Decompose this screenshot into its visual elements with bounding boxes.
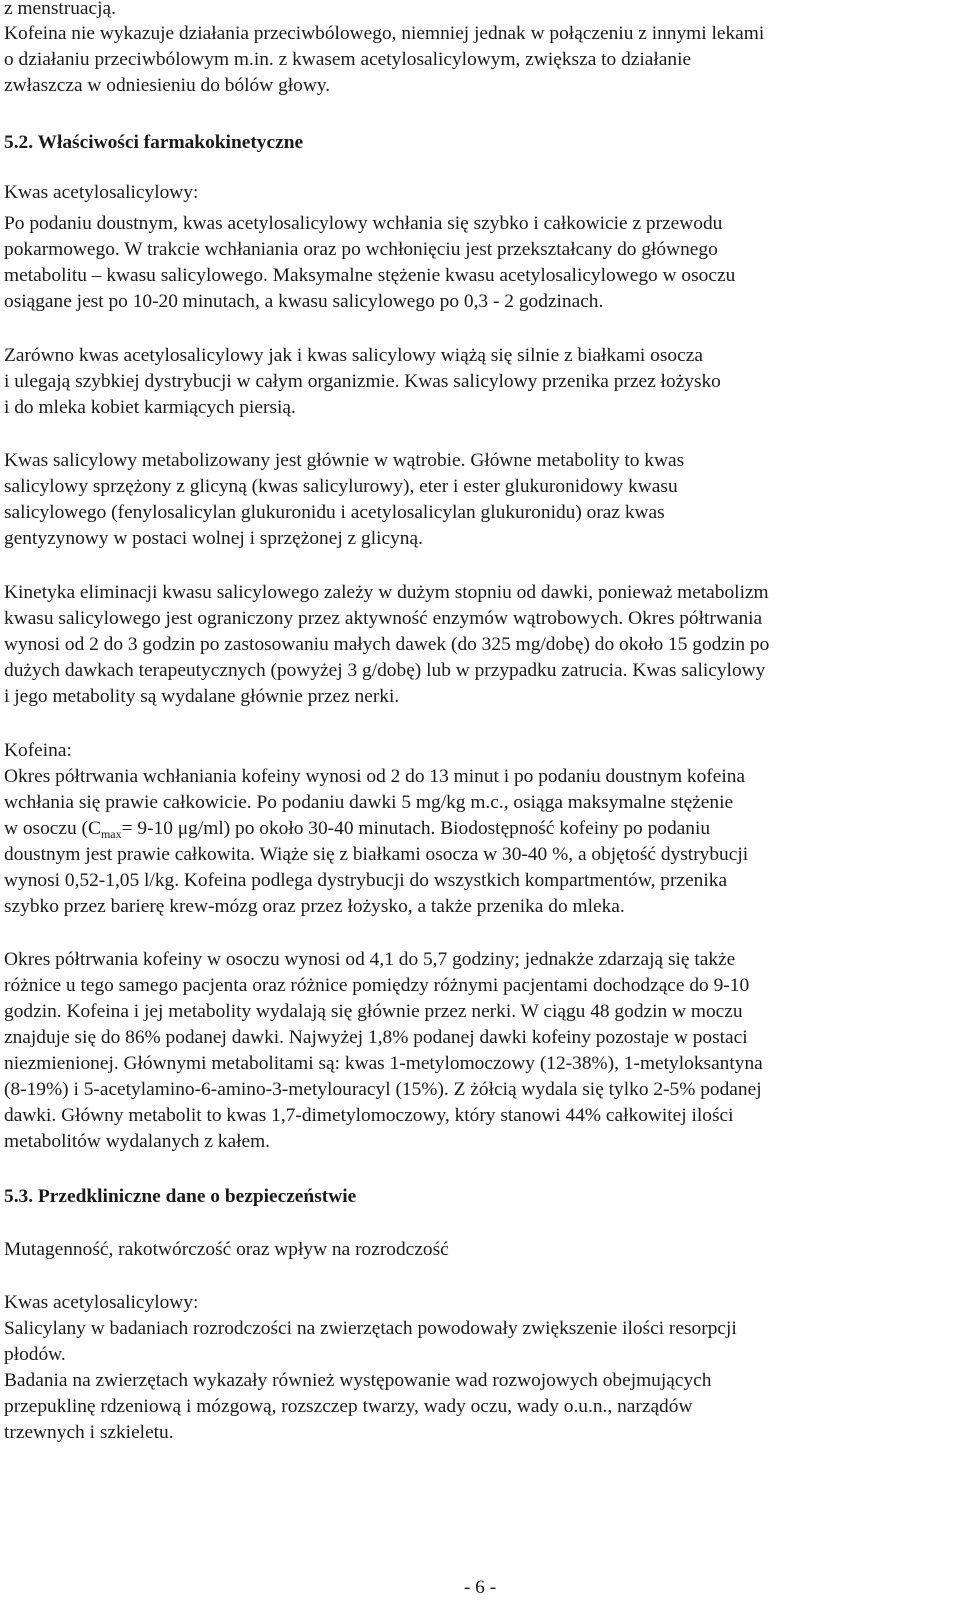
text-line: płodów. <box>4 1344 66 1365</box>
section-heading-5-2: 5.2. Właściwości farmakokinetyczne <box>4 132 304 153</box>
text-segment: = 9-10 μg/ml) po około 30-40 minutach. Biodostępność kofeiny po podaniu <box>121 818 711 839</box>
text-segment: w osoczu (C <box>4 818 101 839</box>
subheading-aspirin: Kwas acetylosalicylowy: <box>4 1292 199 1313</box>
text-line: pokarmowego. W trakcie wchłaniania oraz po wchłonięciu jest przekształcany do głównego <box>4 239 718 260</box>
text-line: godzin. Kofeina i jej metabolity wydalają się głównie przez nerki. W ciągu 48 godzin w moczu <box>4 1001 743 1022</box>
text-line: Salicylany w badaniach rozrodczości na zwierzętach powodowały zwiększenie ilości resorpcji <box>4 1318 737 1339</box>
text-line: Kwas salicylowy metabolizowany jest głównie w wątrobie. Główne metabolity to kwas <box>4 450 685 471</box>
text-line: Po podaniu doustnym, kwas acetylosalicylowy wchłania się szybko i całkowicie z przewodu <box>4 213 723 234</box>
text-line: metabolitów wydalanych z kałem. <box>4 1131 270 1152</box>
text-line: Kofeina nie wykazuje działania przeciwbólowego, niemniej jednak w połączeniu z innymi lekami <box>4 23 765 44</box>
text-line: Kinetyka eliminacji kwasu salicylowego zależy w dużym stopniu od dawki, ponieważ metabolizm <box>4 582 769 603</box>
text-line: znajduje się do 86% podanej dawki. Najwyżej 1,8% podanej dawki kofeiny pozostaje w postaci <box>4 1027 748 1048</box>
page-number: - 6 - <box>463 1577 497 1598</box>
text-line: metabolitu – kwasu salicylowego. Maksymalne stężenie kwasu acetylosalicylowego w osoczu <box>4 265 736 286</box>
text-line <box>4 816 710 843</box>
text-line: salicylowy sprzężony z glicyną (kwas salicylurowy), eter i ester glukuronidowy kwasu <box>4 476 678 497</box>
text-line: dawki. Główny metabolit to kwas 1,7-dimetylomoczowy, który stanowi 44% całkowitej ilości <box>4 1105 734 1126</box>
text-line: szybko przez barierę krew-mózg oraz przez łożysko, a także przenika do mleka. <box>4 896 625 917</box>
subheading-mutagenicity: Mutagenność, rakotwórczość oraz wpływ na rozrodczość <box>4 1239 449 1260</box>
text-line: wynosi 0,52-1,05 l/kg. Kofeina podlega dystrybucji do wszystkich kompartmentów, przenika <box>4 870 728 891</box>
text-line: różnice u tego samego pacjenta oraz różnice pomiędzy różnymi pacjentami dochodzące do 9-10 <box>4 975 750 996</box>
text-line: wynosi od 2 do 3 godzin po zastosowaniu małych dawek (do 325 mg/dobę) do około 15 godzin po <box>4 634 770 655</box>
section-heading-5-3: 5.3. Przedkliniczne dane o bezpieczeństwie <box>4 1186 357 1207</box>
text-line: gentyzynowy w postaci wolnej i sprzężonej z glicyną. <box>4 528 423 549</box>
text-line: o działaniu przeciwbólowym m.in. z kwasem acetylosalicylowym, zwiększa to działanie <box>4 49 692 70</box>
subheading-aspirin: Kwas acetylosalicylowy: <box>4 182 199 203</box>
cmax-subscript: max <box>100 827 122 841</box>
text-line: i do mleka kobiet karmiących piersią. <box>4 397 296 418</box>
text-line: Okres półtrwania wchłaniania kofeiny wynosi od 2 do 13 minut i po podaniu doustnym kofeina <box>4 766 746 787</box>
text-line: trzewnych i szkieletu. <box>4 1422 174 1443</box>
text-line: Okres półtrwania kofeiny w osoczu wynosi od 4,1 do 5,7 godziny; jednakże zdarzają się także <box>4 949 736 970</box>
text-line: i jego metabolity są wydalane głównie przez nerki. <box>4 686 400 707</box>
text-line: doustnym jest prawie całkowita. Wiąże się z białkami osocza w 30-40 %, a objętość dystrybucji <box>4 844 749 865</box>
text-line: przepuklinę rdzeniową i mózgową, rozszczep twarzy, wady oczu, wady o.u.n., narządów <box>4 1396 693 1417</box>
text-line: zwłaszcza w odniesieniu do bólów głowy. <box>4 75 331 96</box>
text-line: dużych dawkach terapeutycznych (powyżej 3 g/dobę) lub w przypadku zatrucia. Kwas salicylowy <box>4 660 766 681</box>
subheading-caffeine: Kofeina: <box>4 740 72 761</box>
text-line: Badania na zwierzętach wykazały również występowanie wad rozwojowych obejmujących <box>4 1370 712 1391</box>
text-line: (8-19%) i 5-acetylamino-6-amino-3-metylouracyl (15%). Z żółcią wydala się tylko 2-5% podanej <box>4 1079 762 1100</box>
text-line: i ulegają szybkiej dystrybucji w całym organizmie. Kwas salicylowy przenika przez łożysko <box>4 371 721 392</box>
text-line: kwasu salicylowego jest ograniczony przez aktywność enzymów wątrobowych. Okres półtrwania <box>4 608 763 629</box>
text-line: wchłania się prawie całkowicie. Po podaniu dawki 5 mg/kg m.c., osiąga maksymalne stężenie <box>4 792 734 813</box>
text-line: salicylowego (fenylosalicylan glukuronidu i acetylosalicylan glukuronidu) oraz kwas <box>4 502 665 523</box>
text-line: z menstruacją. <box>4 0 116 19</box>
text-line: Zarówno kwas acetylosalicylowy jak i kwas salicylowy wiążą się silnie z białkami osocza <box>4 345 703 366</box>
text-line: niezmienionej. Głównymi metabolitami są: kwas 1-metylomoczowy (12-38%), 1-metyloksantyna <box>4 1053 763 1074</box>
text-line: osiągane jest po 10-20 minutach, a kwasu salicylowego po 0,3 - 2 godzinach. <box>4 291 604 312</box>
